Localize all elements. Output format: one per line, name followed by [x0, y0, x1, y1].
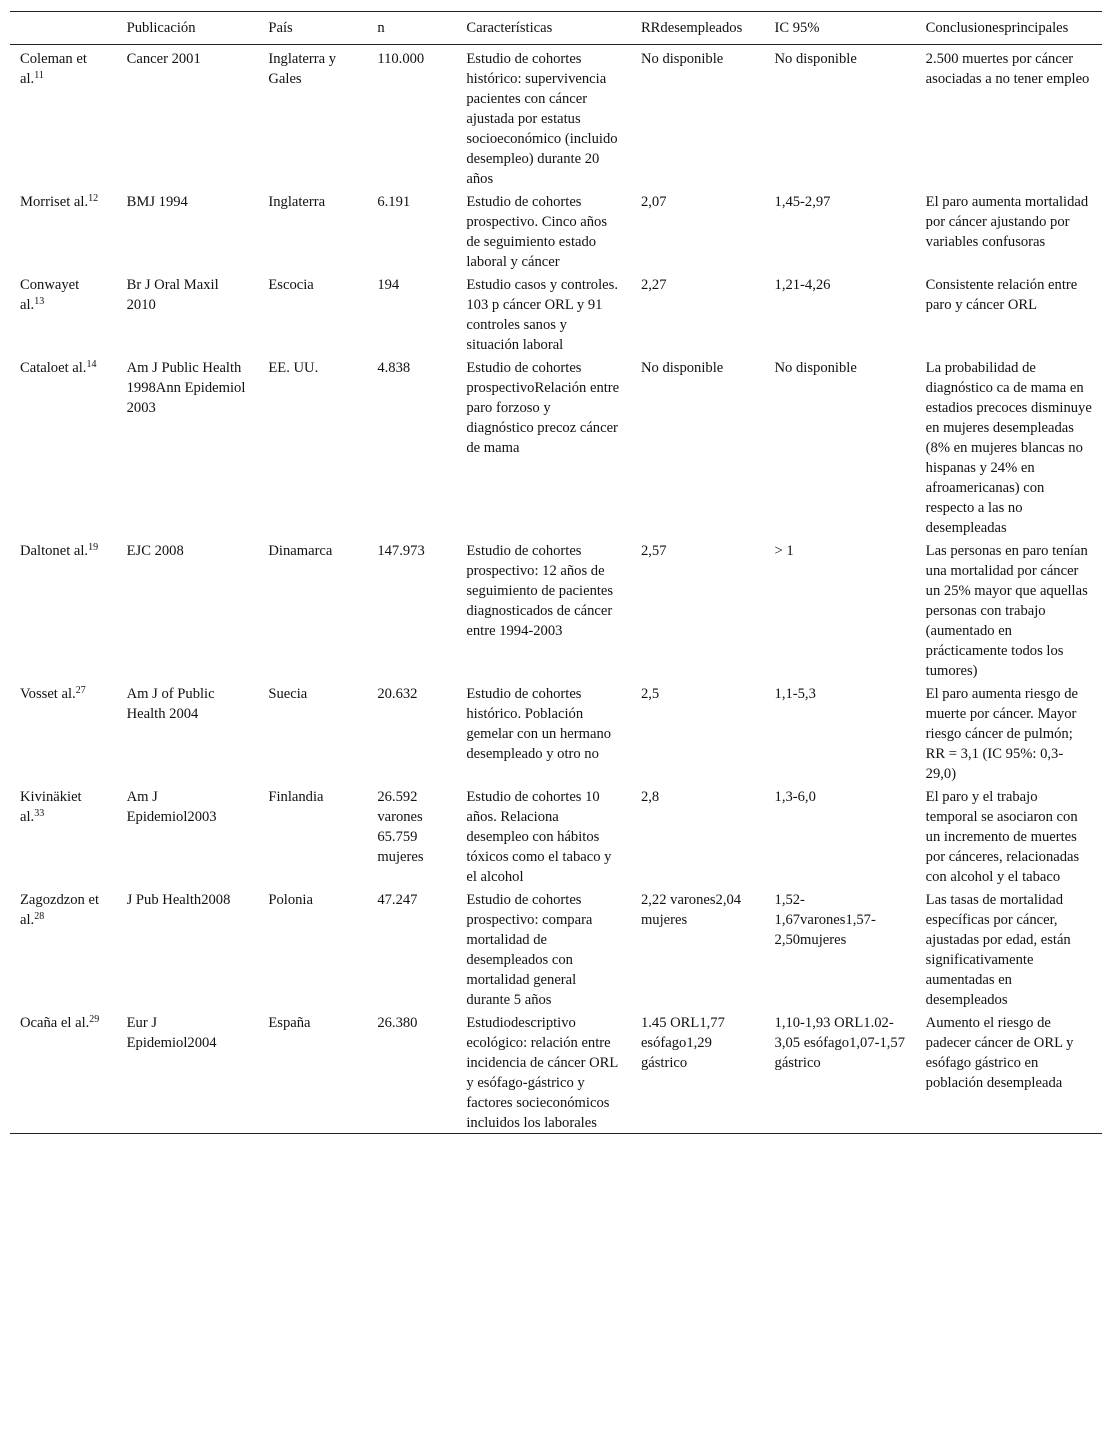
- cell-conclusions: El paro aumenta riesgo de muerte por cáncer. Mayor riesgo cáncer de pulmón; RR = 3,1 (IC 95%: 0,3-29,0): [925, 686, 1079, 782]
- cell-n: 20.632: [377, 686, 418, 702]
- cell-rr: 2,27: [640, 277, 667, 293]
- cell-rr: 2,07: [640, 194, 667, 210]
- cell-author: [10, 681, 117, 784]
- reference-number: 33: [34, 808, 45, 819]
- cell-characteristics: Estudiodescriptivo ecológico: relación entre incidencia de cáncer ORL y esófago-gástrico y factores socieconómicos incluidos los laborales: [466, 1015, 618, 1131]
- cell-author: [10, 189, 117, 272]
- cell-characteristics: Estudio de cohortes prospectivoRelación entre paro forzoso y diagnóstico precoz cáncer de mama: [466, 360, 620, 456]
- cell-rr: 2,5: [640, 686, 660, 702]
- reference-number: 27: [75, 685, 86, 696]
- header-ic: IC 95%: [774, 20, 820, 36]
- cell-rr: 2,22 varones2,04 mujeres: [640, 892, 742, 928]
- reference-number: 19: [88, 542, 99, 553]
- header-rr: RRdesempleados: [640, 20, 743, 36]
- cell-conclusions: Consistente relación entre paro y cáncer ORL: [925, 277, 1078, 313]
- reference-number: 13: [34, 296, 45, 307]
- cell-country: Inglaterra: [268, 194, 326, 210]
- cell-country: Escocia: [268, 277, 314, 293]
- cell-country: EE. UU.: [268, 360, 319, 376]
- cell-ic: No disponible: [774, 360, 857, 376]
- cell-conclusions: El paro y el trabajo temporal se asociaron con un incremento de muertes por cánceres, relacionadas con alcohol y el tabaco: [925, 789, 1080, 885]
- cell-n: 110.000: [377, 51, 425, 67]
- reference-number: 29: [89, 1014, 100, 1025]
- cell-country: Polonia: [268, 892, 313, 908]
- cell-publication: Br J Oral Maxil 2010: [126, 277, 219, 313]
- table-row: [10, 887, 1102, 1010]
- author-name: Morriset al.: [20, 194, 89, 210]
- table-header: [10, 12, 1102, 45]
- cell-author: [10, 1010, 117, 1134]
- cell-publication: Am J Public Health 1998Ann Epidemiol 2003: [126, 360, 246, 416]
- cell-characteristics: Estudio de cohortes histórico: supervivencia pacientes con cáncer ajustada por estatus socioeconómico (incluido desempleo) durante 20 años: [466, 51, 618, 187]
- cell-characteristics: Estudio de cohortes prospectivo: compara mortalidad de desempleados con mortalidad general durante 5 años: [466, 892, 593, 1008]
- cell-ic: 1,3-6,0: [774, 789, 816, 805]
- table-container: [10, 11, 1102, 1134]
- author-name: Daltonet al.: [20, 543, 89, 559]
- author-name: Kivinäkiet al.: [20, 789, 82, 825]
- cell-author: [10, 784, 117, 887]
- cell-n: 6.191: [377, 194, 411, 210]
- cell-rr: 1.45 ORL1,77 esófago1,29 gástrico: [640, 1015, 725, 1071]
- table-row: [10, 45, 1102, 190]
- table-row: [10, 355, 1102, 538]
- cell-conclusions: Las tasas de mortalidad específicas por cáncer, ajustadas por edad, están significativamente aumentadas en desempleados: [925, 892, 1071, 1008]
- cell-publication: Cancer 2001: [126, 51, 201, 67]
- reference-number: 12: [88, 193, 99, 204]
- cell-publication: EJC 2008: [126, 543, 184, 559]
- cell-author: [10, 45, 117, 190]
- header-publication: Publicación: [126, 20, 196, 36]
- cell-country: Dinamarca: [268, 543, 333, 559]
- reference-number: 14: [86, 359, 97, 370]
- cell-conclusions: Aumento el riesgo de padecer cáncer de ORL y esófago gástrico en población desempleada: [925, 1015, 1074, 1091]
- header-n: n: [377, 20, 385, 36]
- cell-country: España: [268, 1015, 311, 1031]
- cell-conclusions: La probabilidad de diagnóstico ca de mama en estadios precoces disminuye en mujeres desempleadas (8% en mujeres blancas no hispanas y 24% en afroamericanas) con respecto a las no desempleadas: [925, 360, 1092, 536]
- header-conclusions: Conclusionesprincipales: [925, 20, 1069, 36]
- cell-n: 26.592 varones 65.759 mujeres: [377, 789, 424, 865]
- cell-n: 47.247: [377, 892, 418, 908]
- author-name: Coleman et al.: [20, 51, 87, 87]
- cell-characteristics: Estudio de cohortes histórico. Población gemelar con un hermano desempleado y otro no: [466, 686, 612, 762]
- cell-characteristics: Estudio de cohortes prospectivo. Cinco años de seguimiento estado laboral y cáncer: [466, 194, 608, 270]
- cell-country: Suecia: [268, 686, 308, 702]
- cell-ic: 1,52-1,67varones1,57-2,50mujeres: [774, 892, 876, 948]
- cell-ic: 1,10-1,93 ORL1.02-3,05 esófago1,07-1,57 gástrico: [774, 1015, 906, 1071]
- author-name: Vosset al.: [20, 686, 76, 702]
- header-characteristics: Características: [466, 20, 553, 36]
- cell-n: 4.838: [377, 360, 411, 376]
- cell-author: [10, 272, 117, 355]
- cell-publication: J Pub Health2008: [126, 892, 231, 908]
- cell-publication: Am J of Public Health 2004: [126, 686, 215, 722]
- header-author: [10, 12, 117, 45]
- cell-ic: > 1: [774, 543, 794, 559]
- cell-conclusions: 2.500 muertes por cáncer asociadas a no tener empleo: [925, 51, 1090, 87]
- cell-characteristics: Estudio casos y controles. 103 p cáncer ORL y 91 controles sanos y situación laboral: [466, 277, 618, 353]
- cell-rr: 2,57: [640, 543, 667, 559]
- cell-rr: No disponible: [640, 51, 724, 67]
- cell-rr: 2,8: [640, 789, 660, 805]
- cell-characteristics: Estudio de cohortes 10 años. Relaciona desempleo con hábitos tóxicos como el tabaco y el alcohol: [466, 789, 612, 885]
- table-row: [10, 272, 1102, 355]
- cell-rr: No disponible: [640, 360, 724, 376]
- table-row: [10, 1010, 1102, 1134]
- cell-author: [10, 538, 117, 681]
- table-row: [10, 784, 1102, 887]
- cell-ic: 1,21-4,26: [774, 277, 831, 293]
- header-country: País: [268, 20, 293, 36]
- table-body: [10, 45, 1102, 1134]
- reference-number: 28: [34, 911, 45, 922]
- author-name: Zagozdzon et al.: [20, 892, 100, 928]
- header-row: [10, 12, 1102, 45]
- author-name: Conwayet al.: [20, 277, 80, 313]
- table-row: [10, 538, 1102, 681]
- table-row: [10, 189, 1102, 272]
- author-name: Ocaña el al.: [20, 1015, 90, 1031]
- cell-country: Finlandia: [268, 789, 324, 805]
- reference-number: 11: [34, 70, 44, 81]
- studies-table: [10, 11, 1102, 1134]
- cell-n: 26.380: [377, 1015, 418, 1031]
- cell-ic: 1,45-2,97: [774, 194, 831, 210]
- cell-n: 147.973: [377, 543, 425, 559]
- cell-ic: 1,1-5,3: [774, 686, 816, 702]
- cell-publication: BMJ 1994: [126, 194, 188, 210]
- table-row: [10, 681, 1102, 784]
- cell-country: Inglaterra y Gales: [268, 51, 337, 87]
- cell-conclusions: Las personas en paro tenían una mortalidad por cáncer un 25% mayor que aquellas personas con trabajo (aumentado en prácticamente todos los tumores): [925, 543, 1088, 679]
- cell-author: [10, 887, 117, 1010]
- cell-conclusions: El paro aumenta mortalidad por cáncer ajustando por variables confusoras: [925, 194, 1089, 250]
- cell-characteristics: Estudio de cohortes prospectivo: 12 años de seguimiento de pacientes diagnosticados de cáncer entre 1994-2003: [466, 543, 614, 639]
- cell-ic: No disponible: [774, 51, 857, 67]
- cell-n: 194: [377, 277, 400, 293]
- cell-publication: Eur J Epidemiol2004: [126, 1015, 217, 1051]
- cell-author: [10, 355, 117, 538]
- cell-publication: Am J Epidemiol2003: [126, 789, 217, 825]
- author-name: Cataloet al.: [20, 360, 87, 376]
